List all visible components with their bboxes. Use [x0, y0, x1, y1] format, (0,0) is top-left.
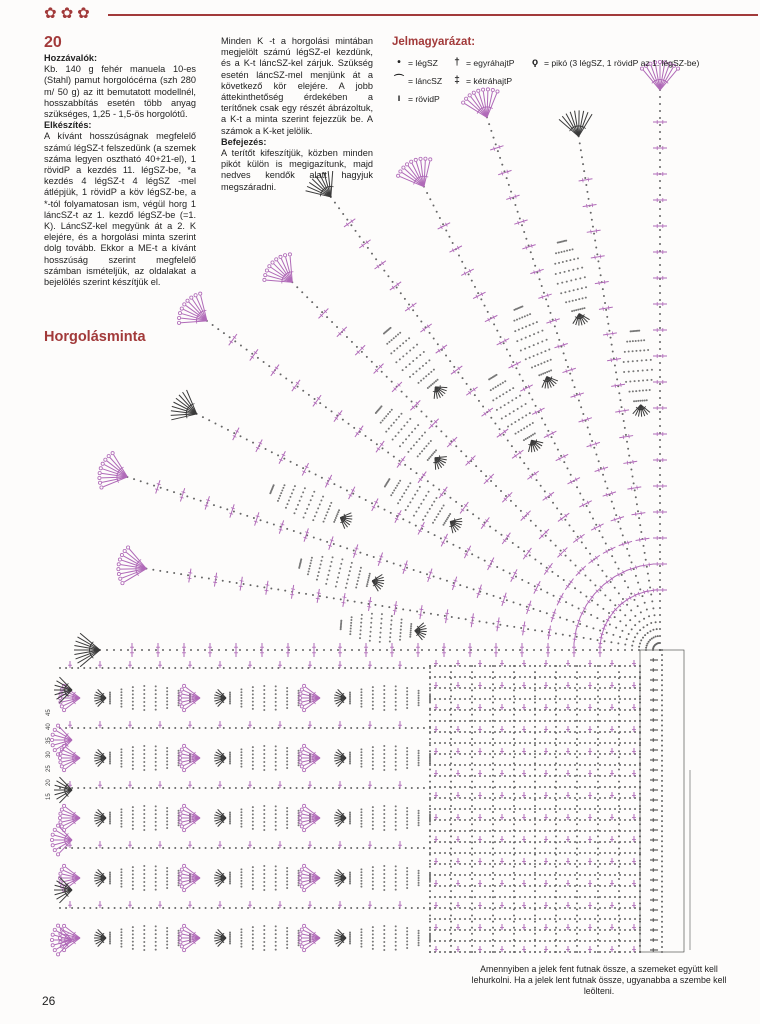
header-decoration	[44, 6, 90, 21]
legend-item	[450, 58, 515, 68]
page-number: 26	[42, 994, 56, 1008]
double-crochet-icon: †	[454, 57, 460, 68]
instructions-column-left	[44, 53, 196, 288]
header-rule	[108, 14, 758, 16]
legend-label: = láncSZ	[408, 76, 443, 86]
legend-item	[450, 76, 512, 86]
row-number-label: 20	[46, 779, 52, 786]
flower-icon: ✿	[60, 5, 74, 22]
preparation-heading: Elkészítés:	[44, 120, 92, 131]
materials-text: Kb. 140 g fehér manuela 10-es (Stahl) pamut horgolócérna (szh 280 m/ 50 g) az itt bemutatott modellnél, hosszabbítás esetén több anyag szükséges, 1,25 - 1,5-ös horgolótű.	[44, 64, 196, 120]
legend-item	[528, 58, 699, 68]
finishing-heading: Befejezés:	[221, 136, 267, 147]
picot-icon: ϙ	[531, 57, 539, 68]
flower-icon: ✿	[77, 5, 90, 22]
treble-crochet-icon: ‡	[454, 75, 460, 86]
legend-title: Jelmagyarázat:	[392, 36, 476, 48]
row-number-label: 25	[46, 765, 52, 772]
row-number-label: 30	[46, 751, 52, 758]
single-crochet-icon: ı	[397, 93, 401, 104]
flower-icon: ✿	[44, 5, 57, 22]
footnote: Amennyiben a jelek fent futnak össze, a szemeket együtt kell lehurkolni. Ha a jelek lent futnak össze, ugyanabba a szembe kell leölteni.	[471, 964, 727, 996]
row-number-label: 35	[46, 737, 52, 744]
materials-heading: Hozzávalók:	[44, 53, 98, 63]
row-number-label: 15	[46, 793, 52, 800]
preparation-text: A kívánt hosszúságnak megfelelő számú légSZ-t felszedünk (a szemek száma legyen osztható 40+21-el), 1 rövidP a kezdés 11. légSZ-be, *a kezdés 4 légSZ-t 4 légSZ -mel átlépjük, 1 rövidP a köv légSZ-be, a *-tól folyamatosan ism, végül horg 1 láncSZ-t az 1. kezdő légSZ-be (=1. K). LáncSZ-kel megyünk át a 2. K elejére, és a horgolási minta szerint dolg tovább. Ekkor a ME-t a kívánt hosszúság szerint megfelelő számban ismételjük, az oldalakat a bejelölés szerint készítjük el.	[44, 131, 196, 288]
legend-label: = kétráhajtP	[466, 76, 513, 86]
finishing-text: A terítőt kifeszítjük, közben minden pikót külön is megigazítunk, majd nedves kendők alatt hagyjuk megszáradni.	[221, 148, 373, 192]
legend-label: = légSZ	[408, 58, 438, 68]
legend-item	[392, 76, 442, 86]
legend-label: = rövidP	[408, 94, 440, 104]
instructions-column-middle	[221, 36, 373, 193]
slip-stitch-icon: ⌒	[394, 75, 404, 86]
preparation-continued-text: Minden K -t a horgolási mintában megjelölt számú légSZ-el kezdünk, és a K-t láncSZ-kel zárjuk. Szükség esetén láncSZ-mel menjünk át a következő kör elejére. A jobb áttekinthetőség érdekében a terítőnek csak egy részét ábrázoltuk, a K-t a minta szerint fejezzük be. A számok a K-ket jelölik.	[221, 36, 373, 136]
pattern-number: 20	[44, 34, 62, 51]
row-number-label: 45	[46, 709, 52, 716]
legend-item	[392, 94, 440, 104]
row-number-label: 40	[46, 723, 52, 730]
section-title: Horgolásminta	[44, 329, 146, 345]
legend-label: = pikó (3 légSZ, 1 rövidP az 1. légSZ-be)	[544, 58, 700, 68]
chain-stitch-icon: •	[397, 57, 401, 68]
legend-label: = egyráhajtP	[466, 58, 515, 68]
legend-item	[392, 58, 438, 68]
